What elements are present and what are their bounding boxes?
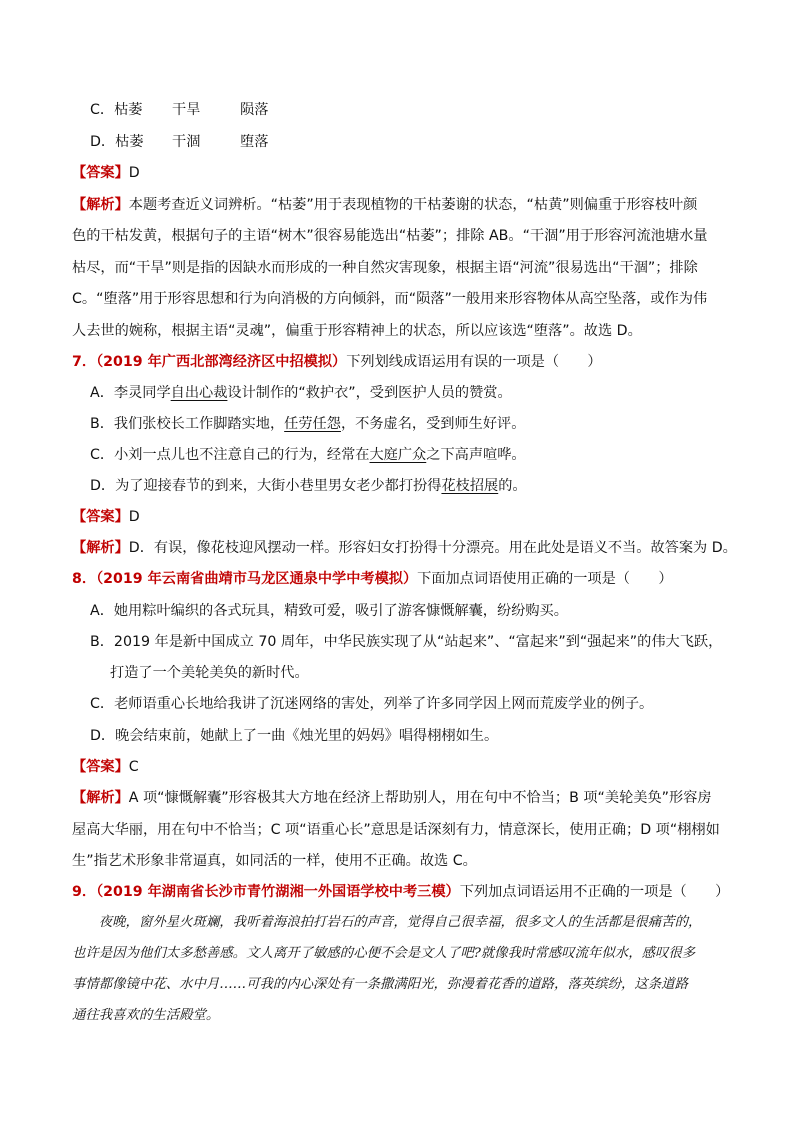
word: 陨落 — [240, 102, 269, 118]
q7-answer — [72, 508, 734, 526]
q7-analysis — [72, 539, 737, 557]
analysis-text: 本题考查近义词辨析。“枯萎”用于表现植物的干枯萎谢的状态，“枯黄”则偏重于形容枝叶颜 — [128, 197, 698, 213]
q6-option-d-label-w1 — [90, 133, 172, 151]
q7-stem — [72, 353, 734, 371]
word: 堕落 — [240, 134, 269, 150]
answer-tag: 【答案】 — [72, 759, 129, 775]
q8-analysis-line-3: 生”指艺术形象非常逼真，如同活的一样，使用不正确。故选 C。 — [72, 853, 477, 869]
option-text: ，不务虚名，受到师生好评。 — [340, 416, 526, 432]
answer-tag: 【答案】 — [72, 165, 129, 181]
option-text: B．我们张校长工作脚踏实地， — [90, 416, 285, 432]
option-text: 设计制作的“救护衣”，受到医护人员的赞赏。 — [227, 385, 512, 401]
q9-passage-line-3: 事情都像镜中花、水中月……可我的内心深处有一条撒满阳光，弥漫着花香的道路，落英缤纷，这条道路 — [72, 977, 688, 992]
q7-option-a — [90, 384, 734, 402]
q6-option-c — [90, 101, 734, 119]
q8-analysis-line-2: 屋高大华丽，用在句中不恰当；C 项“语重心长”意思是话深刻有力，情意深长，使用正确；D 项“栩栩如 — [72, 822, 720, 838]
underlined-idiom: 大庭广众 — [369, 447, 427, 463]
q6-option-d — [90, 133, 734, 151]
option-text: A．李灵同学 — [90, 385, 171, 401]
q7-option-b — [90, 415, 734, 433]
underlined-idiom: 花枝招展 — [441, 478, 499, 494]
q7-option-d — [90, 477, 734, 495]
q8-option-a: A．她用粽叶编织的各式玩具，精致可爱，吸引了游客慷慨解囊，纷纷购买。 — [90, 603, 568, 619]
question-stem: 下列加点词语运用不正确的一项是（ ） — [459, 884, 730, 900]
question-stem: 下面加点词语使用正确的一项是（ ） — [417, 571, 673, 587]
q9-passage-line-2: 也许是因为他们太多愁善感。文人离开了敏感的心便不会是文人了吧?就像我时常感叹流年似水，感叹很多 — [72, 946, 696, 961]
answer-tag: 【答案】 — [72, 509, 129, 525]
question-number: 7． — [72, 354, 97, 370]
answer-value: C — [128, 759, 139, 775]
answer-value: D — [128, 165, 140, 181]
analysis-tag: 【解析】 — [72, 197, 129, 213]
q6-option-c-label-w1 — [90, 101, 172, 119]
option-label: D． — [90, 134, 116, 150]
analysis-tag: 【解析】 — [72, 790, 129, 806]
underlined-idiom: 任劳任怨 — [284, 416, 341, 432]
option-text: C．小刘一点儿也不注意自己的行为，经常在 — [90, 447, 370, 463]
analysis-text: A 项“慷慨解囊”形容极其大方地在经济上帮助别人，用在句中不恰当；B 项“美轮美奂”形容房 — [128, 790, 712, 806]
option-text: 之下高声喧哗。 — [426, 447, 526, 463]
word: 干旱 — [172, 102, 201, 118]
question-source: （2019 年广西北部湾经济区中招模拟） — [96, 354, 347, 370]
question-number: 8． — [72, 571, 97, 587]
q7-option-c — [90, 446, 734, 464]
q9-passage-line-4: 通往我喜欢的生活殿堂。 — [72, 1008, 220, 1023]
analysis-tag: 【解析】 — [72, 540, 129, 556]
q9-stem — [72, 883, 734, 901]
question-number: 9． — [72, 884, 97, 900]
q9-passage-line-1: 夜晚，窗外星火斑斓，我听着海浪拍打岩石的声音，觉得自己很幸福，很多文人的生活都是很痛苦的， — [72, 915, 702, 930]
q6-analysis-line-1 — [72, 196, 734, 214]
q8-stem — [72, 570, 734, 588]
question-stem: 下列划线成语运用有误的一项是（ ） — [346, 354, 602, 370]
option-text: D．为了迎接春节的到来，大街小巷里男女老少都打扮得 — [90, 478, 442, 494]
answer-value: D — [128, 509, 140, 525]
q8-answer — [72, 758, 734, 776]
underlined-idiom: 自出心裁 — [170, 385, 228, 401]
q6-answer — [72, 164, 734, 182]
analysis-text: D．有误，像花枝迎风摆动一样。形容妇女打扮得十分漂亮。用在此处是语义不当。故答案为 D。 — [128, 540, 737, 556]
q6-analysis-line-2: 色的干枯发黄，根据句子的主语“树木”很容易能选出“枯萎”；排除 AB。“干涸”用于形容河流池塘水量 — [72, 228, 708, 244]
q6-analysis-line-4: C。“堕落”用于形容思想和行为向消极的方向倾斜，而“陨落”一般用来形容物体从高空坠落，或作为伟 — [72, 291, 708, 307]
q6-analysis-line-3: 枯尽，而“干旱”则是指的因缺水而形成的一种自然灾害现象，根据主语“河流”很易选出“干涸”；排除 — [72, 260, 698, 276]
q8-option-b: B．2019 年是新中国成立 70 周年，中华民族实现了从“站起来”、“富起来”到“强起来”的伟大飞跃， — [90, 634, 723, 650]
question-source: （2019 年云南省曲靖市马龙区通泉中学中考模拟） — [96, 571, 418, 587]
q8-option-b-cont: 打造了一个美轮美奂的新时代。 — [110, 665, 309, 681]
q8-option-d: D．晚会结束前，她献上了一曲《烛光里的妈妈》唱得栩栩如生。 — [90, 728, 499, 744]
q6-analysis-line-5: 人去世的婉称，根据主语“灵魂”，偏重于形容精神上的状态，所以应该选“堕落”。故选 D。 — [72, 323, 642, 339]
q8-option-c: C．老师语重心长地给我讲了沉迷网络的害处，列举了许多同学因上网而荒废学业的例子。 — [90, 696, 654, 712]
word: 枯萎 — [115, 134, 144, 150]
option-text: 的。 — [498, 478, 527, 494]
q8-analysis-line-1 — [72, 789, 734, 807]
question-source: （2019 年湖南省长沙市青竹湖湘一外国语学校中考三模） — [96, 884, 460, 900]
word: 干涸 — [172, 134, 201, 150]
word: 枯萎 — [114, 102, 143, 118]
option-label: C． — [90, 102, 115, 118]
